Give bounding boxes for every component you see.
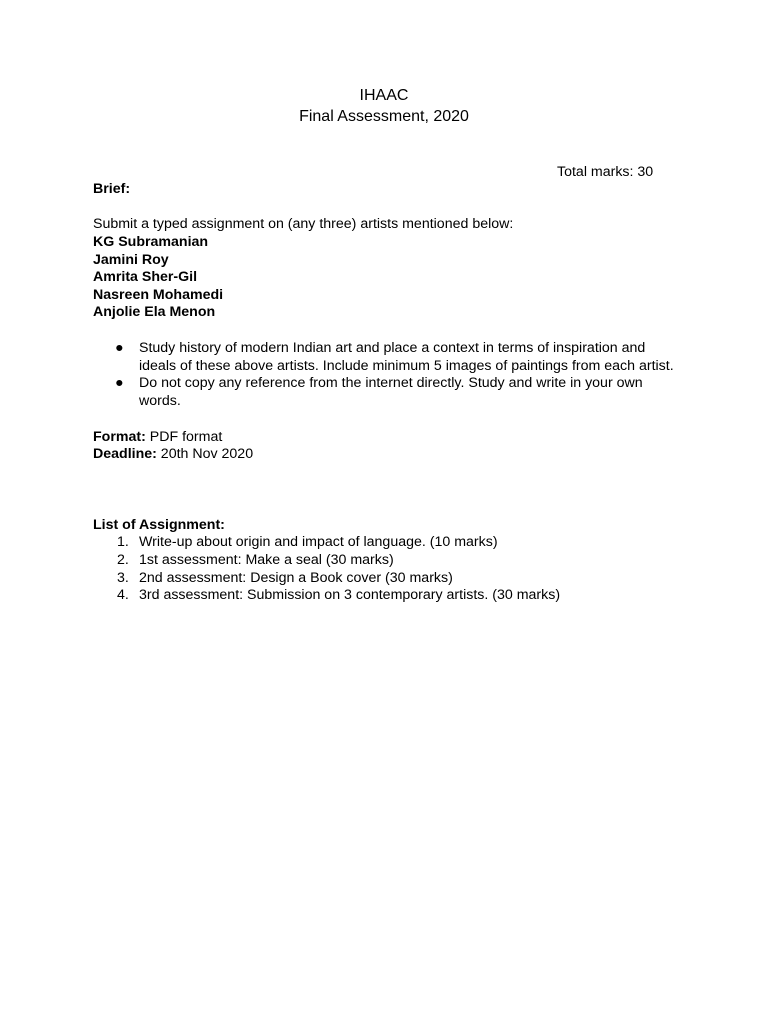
artist-name: Anjolie Ela Menon	[93, 304, 216, 320]
list-item	[93, 587, 713, 605]
list-item-text: 2nd assessment: Design a Book cover (30 marks)	[139, 569, 453, 586]
assignments-list	[93, 534, 713, 605]
list-item	[93, 375, 693, 410]
list-item-number: 2.	[117, 551, 129, 568]
list-item-text: Write-up about origin and impact of language. (10 marks)	[139, 534, 498, 550]
deadline-value: 20th Nov 2020	[156, 446, 254, 462]
format-label: Format:	[93, 429, 146, 445]
bullet-icon: ●	[115, 375, 124, 392]
deadline-line	[93, 446, 253, 464]
list-item-text: 3rd assessment: Submission on 3 contemporary artists. (30 marks)	[139, 587, 561, 604]
artist-name: KG Subramanian	[93, 234, 209, 250]
document-title: Final Assessment, 2020	[299, 108, 469, 125]
bullet-icon: ●	[115, 340, 124, 356]
list-item-number: 1.	[117, 534, 129, 550]
list-item	[93, 552, 713, 570]
list-item-number: 4.	[117, 587, 129, 604]
deadline-label: Deadline:	[93, 446, 157, 462]
total-marks: Total marks: 30	[557, 164, 654, 180]
artist-name: Jamini Roy	[93, 252, 169, 268]
format-value: PDF format	[145, 429, 223, 445]
brief-intro: Submit a typed assignment on (any three) artists mentioned below:	[93, 216, 514, 232]
list-item-number: 3.	[117, 569, 129, 586]
assignments-heading: List of Assignment:	[93, 517, 225, 533]
org-heading: IHAAC	[359, 87, 409, 104]
list-item-line: Study history of modern Indian art and place a context in terms of inspiration and	[139, 340, 646, 356]
artist-name: Nasreen Mohamedi	[93, 287, 224, 303]
list-item	[93, 340, 693, 375]
brief-label: Brief:	[93, 181, 131, 197]
list-item-line: ideals of these above artists. Include minimum 5 images of paintings from each artist.	[139, 357, 674, 374]
list-item-line: Do not copy any reference from the internet directly. Study and write in your own	[139, 375, 643, 392]
instructions-list	[93, 340, 693, 410]
list-item-text: 1st assessment: Make a seal (30 marks)	[139, 551, 394, 568]
list-item	[93, 570, 713, 588]
list-item	[93, 534, 713, 552]
format-line	[93, 429, 222, 447]
list-item-line: words.	[139, 392, 181, 409]
artist-name: Amrita Sher-Gil	[93, 269, 198, 285]
